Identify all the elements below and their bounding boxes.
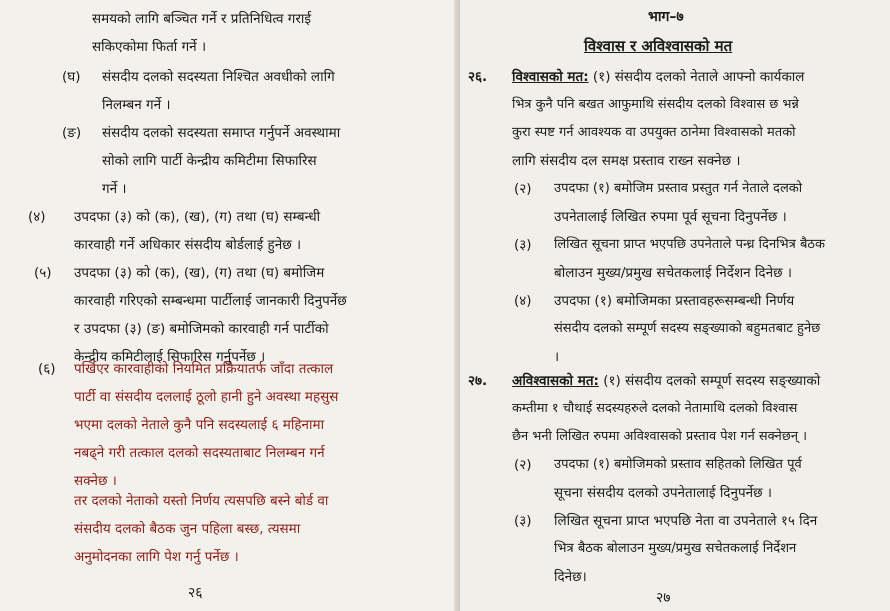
text-line: सक्नेछ । [74,473,117,489]
text-fragment: संसदीय दलको नेताले आफ्नो कार्यकाल [614,69,805,85]
text-line: पार्टी वा संसदीय दललाई ठूलो हानी हुने अवस्था महसुस [74,389,339,405]
text-line: लागि संसदीय दल समक्ष प्रस्ताव राख्न सक्नेछ । [512,153,741,169]
text-line: दिनेछ। [554,569,587,585]
text-line: संसदीय दलको सम्पूर्ण सदस्य सङ्ख्याको बहुमतबाट हुनेछ [554,321,821,336]
clause-text [102,63,335,119]
right-page [460,0,890,611]
subsection-text [554,287,820,371]
subsection-label: (२) [514,181,532,197]
section-heading: विश्वासको मत: [512,69,589,85]
subsection-label: (१) [592,69,611,85]
text-line: उपनेतालाई लिखित रुपमा पूर्व सूचना दिनुपर्नेछ । [554,209,787,225]
page-number-left: २६ [188,585,203,601]
part-heading: भाग–७ [648,9,684,25]
clause-label: (ङ) [62,125,82,141]
text-line: गर्ने । [102,181,127,197]
text-line: सोको लागि पार्टी केन्द्रीय कमिटीमा सिफारिस [102,153,317,169]
text-line: कुरा स्पष्ट गर्न आवश्यक वा उपयुक्त ठानेमा विश्वासको मतको [512,125,796,140]
text-line: सकिएकोमा फिर्ता गर्ने । [92,39,207,55]
subsection-text [554,231,825,287]
text-line: भित्र बैठक बोलाउन मुख्य/प्रमुख सचेतकलाई निर्देशन [554,541,797,556]
text-line: उपदफा (१) बमोजिमका प्रस्तावहरूसम्बन्धी निर्णय [554,293,795,309]
text-line: संसदीय दलको सदस्यता समाप्त गर्नुपर्ने अवस्थामा [102,125,341,141]
subsection-text-red [74,355,338,495]
text-line: उपदफा (३) को (क), (ख), (ग) तथा (घ) सम्बन्धी [74,209,321,225]
text-line: केन्द्रीय कमिटीलाई सिफारिस गर्नुपर्नेछ । [74,349,266,365]
clause-text [102,119,340,203]
text-line: कम्तीमा १ चौथाई सदस्यहरुले दलको नेतामाथि दलको विश्वास [512,401,798,416]
clause-label: (घ) [62,69,81,85]
section-number: २७. [468,373,488,389]
text-line: संसदीय दलको बैठक जुन पहिला बस्छ, त्यसमा [74,521,301,537]
subsection-text [554,507,817,591]
subsection-text [554,451,802,507]
section-text [512,63,804,175]
chapter-title: विश्वास र अविश्वासको मत [584,37,733,55]
subsection-label: (५) [34,265,52,281]
text-fragment: संसदीय दलको सम्पूर्ण सदस्य सङ्ख्याको [625,373,821,389]
subsection-label: (४) [28,209,46,225]
page-number-right: २७ [656,590,671,606]
text-line [512,63,804,91]
left-intro-text [92,5,311,61]
text-line: । [554,349,560,365]
text-line: लिखित सूचना प्राप्त भएपछि उपनेताले पन्ध्र दिनभित्र बैठक [554,237,825,252]
text-line: र उपदफा (३) (ङ) बमोजिमको कारवाही गर्न पार्टीको [74,321,329,337]
subsection-label: (१) [603,373,621,389]
text-line: भित्र कुनै पनि बखत आफुमाथि संसदीय दलको विश्वास छ भन्ने [512,97,799,112]
subsection-label: (३) [514,237,532,253]
section-heading: अविश्वासको मत: [512,373,599,389]
text-line: समयको लागि बञ्चित गर्ने र प्रतिनिधित्व गराई [92,11,312,27]
text-line: तर दलको नेताको यस्तो निर्णय त्यसपछि बस्ने बोर्ड वा [74,493,329,509]
text-line: नबढ्ने गरी तत्काल दलको सदस्यताबाट निलम्बन गर्न [74,445,325,461]
section-number: २६. [468,69,488,85]
text-line: लिखित सूचना प्राप्त भएपछि नेता वा उपनेताले १५ दिन [554,513,818,529]
subsection-text [554,175,802,231]
text-line: कारवाही गर्ने अधिकार संसदीय बोर्डलाई हुनेछ । [74,237,302,253]
text-line: उपदफा (१) बमोजिम प्रस्ताव प्रस्तुत गर्न नेताले दलको [554,181,803,196]
text-line: भएमा दलको नेताले कुनै पनि सदस्यलाई ६ महिनामा [74,417,325,433]
subsection-label: (३) [514,513,532,529]
text-line: बोलाउन मुख्य/प्रमुख सचेतकलाई निर्देशन दिनेछ । [554,265,792,281]
text-line: संसदीय दलको सदस्यता निश्चित अवधीको लागि [102,69,335,85]
text-line: उपदफा (१) बमोजिमको प्रस्ताव सहितको लिखित पूर्व [554,457,802,472]
text-line: छैन भनी लिखित रुपमा अविश्वासको प्रस्ताव पेश गर्न सक्नेछन् । [512,429,808,444]
text-line: निलम्बन गर्ने । [102,97,171,113]
subsection-label: (२) [514,457,532,473]
text-line: पर्खिएर कारवाहीको नियमित प्रक्रियातर्फ जाँदा तत्काल [74,361,334,377]
text-line: अनुमोदनका लागि पेश गर्नु पर्नेछ । [74,549,239,565]
subsection-label: (४) [514,293,532,309]
subsection-label: (६) [38,361,56,377]
text-line: उपदफा (३) को (क), (ख), (ग) तथा (घ) बमोजिम [74,265,325,281]
text-line: सूचना संसदीय दलको उपनेतालाई दिनुपर्नेछ । [554,485,773,501]
section-text [512,367,820,451]
text-line [512,367,820,395]
subsection-text [74,203,320,259]
text-line: कारवाही गरिएको सम्बन्धमा पार्टीलाई जानकारी दिनुपर्नेछ [74,293,347,309]
proviso-text [74,487,328,571]
